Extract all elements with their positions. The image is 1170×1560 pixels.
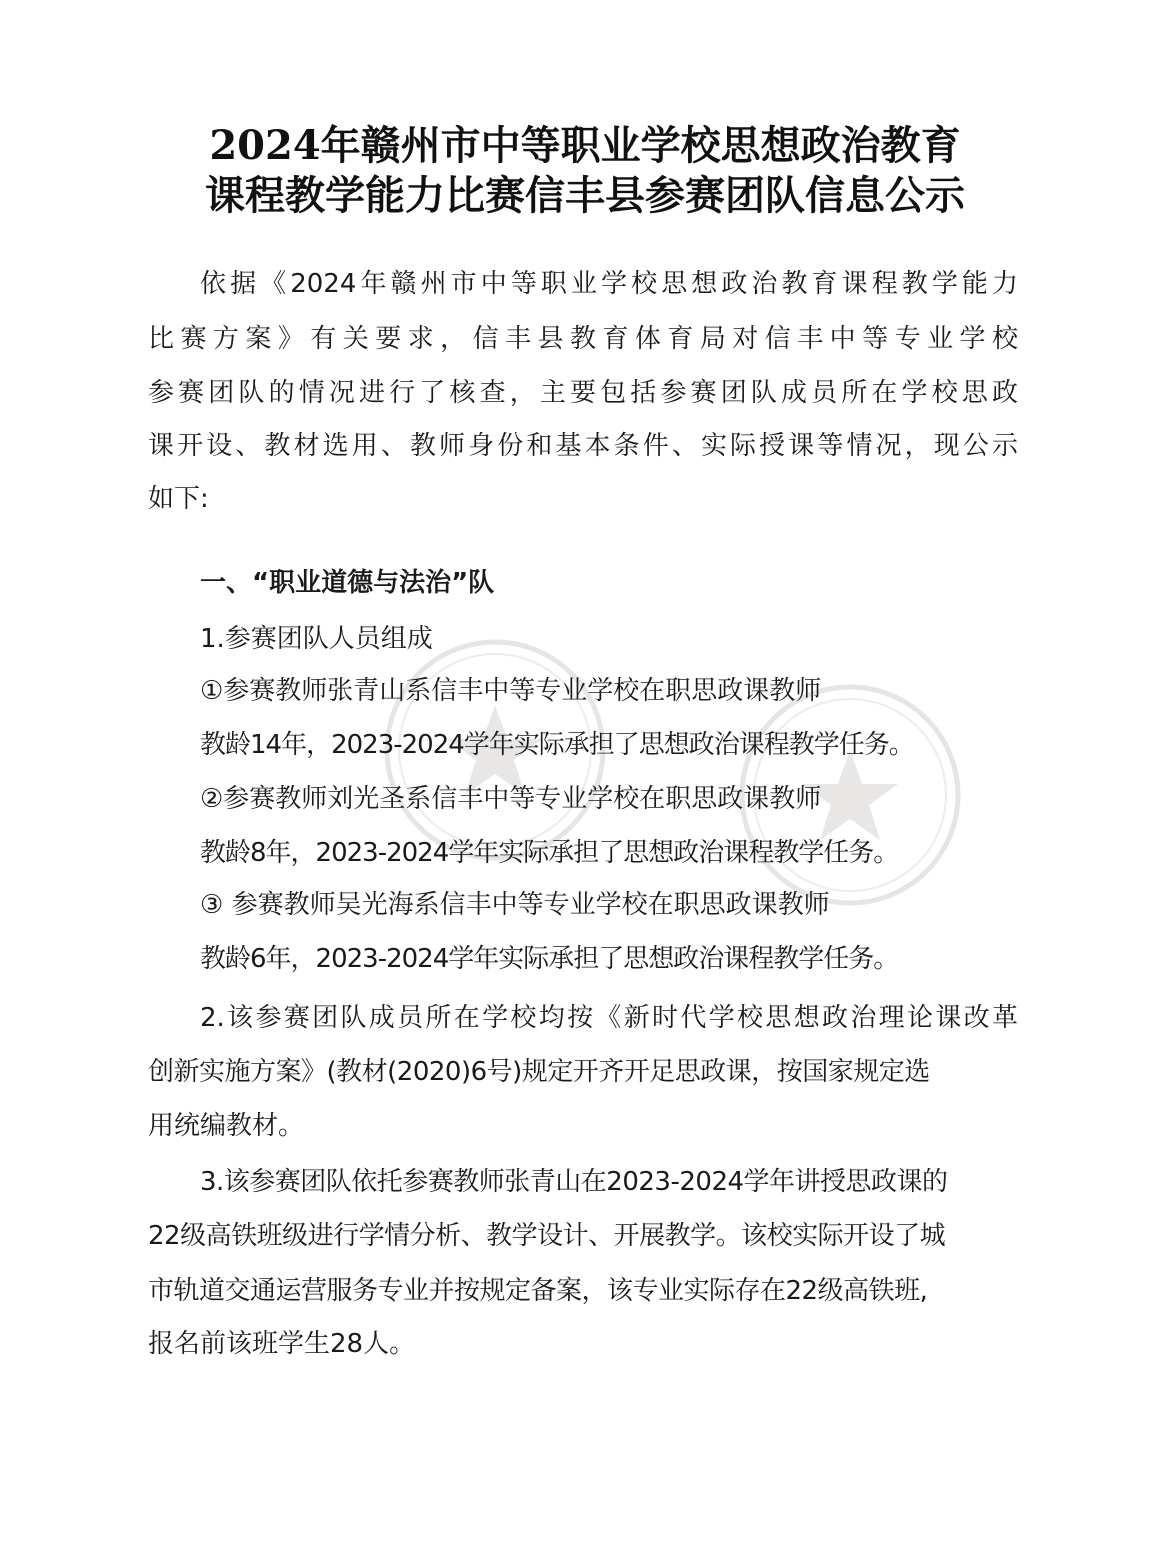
document-title-line-2: 课程教学能力比赛信丰县参赛团队信息公示 [205, 172, 965, 219]
item-2-line-2: 创新实施方案》(教材(2020)6号)规定开齐开足思政课，按国家规定选 [148, 1057, 930, 1087]
intro-line-3: 参赛团队的情况进行了核查，主要包括参赛团队成员所在学校思政 [148, 378, 1018, 408]
item-3-line-2: 22级高铁班级进行学情分析、教学设计、开展教学。该校实际开设了城 [148, 1221, 946, 1251]
item-3-line-4: 报名前该班学生28人。 [148, 1329, 416, 1359]
teacher-2-line-2: 教龄8年，2023-2024学年实际承担了思想政治课程教学任务。 [200, 838, 899, 868]
section-heading: 一、“职业道德与法治”队 [200, 568, 495, 598]
intro-line-1: 依据《2024年赣州市中等职业学校思想政治教育课程教学能力 [200, 269, 1018, 299]
item-2-line-1: 2.该参赛团队成员所在学校均按《新时代学校思想政治理论课改革 [200, 1003, 1018, 1033]
item-3-line-1: 3.该参赛团队依托参赛教师张青山在2023-2024学年讲授思政课的 [200, 1167, 948, 1197]
teacher-1-line-2: 教龄14年，2023-2024学年实际承担了思想政治课程教学任务。 [200, 730, 914, 760]
item-1-heading: 1.参赛团队人员组成 [200, 624, 433, 654]
item-3-line-3: 市轨道交通运营服务专业并按规定备案，该专业实际存在22级高铁班, [148, 1276, 928, 1306]
teacher-3-line-2: 教龄6年，2023-2024学年实际承担了思想政治课程教学任务。 [200, 944, 899, 974]
teacher-2-line-1: ②参赛教师刘光圣系信丰中等专业学校在职思政课教师 [200, 784, 822, 814]
intro-line-5: 如下: [148, 484, 209, 514]
teacher-3-line-1: ③ 参赛教师吴光海系信丰中等专业学校在职思政课教师 [200, 890, 830, 920]
teacher-1-line-1: ①参赛教师张青山系信丰中等专业学校在职思政课教师 [200, 676, 822, 706]
intro-line-4: 课开设、教材选用、教师身份和基本条件、实际授课等情况，现公示 [148, 431, 1018, 461]
document-title-line-1: 2024年赣州市中等职业学校思想政治教育 [209, 122, 961, 169]
item-2-line-3: 用统编教材。 [148, 1111, 305, 1141]
intro-line-2: 比赛方案》有关要求，信丰县教育体育局对信丰中等专业学校 [148, 324, 1018, 354]
